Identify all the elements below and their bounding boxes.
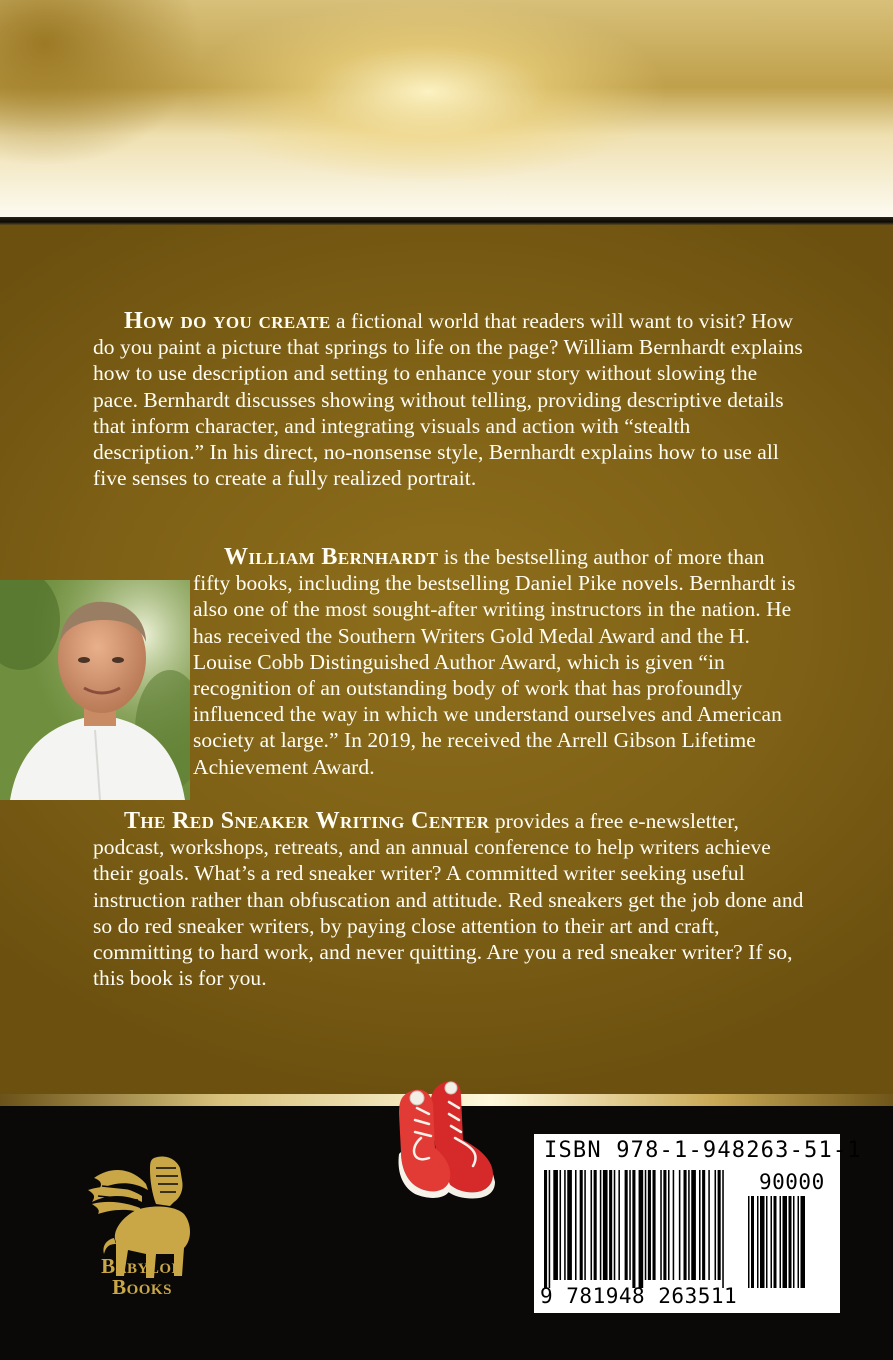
blurb-lead-in: How do you create bbox=[124, 308, 331, 334]
photo-wrap-spacer bbox=[93, 580, 193, 818]
price-code: 90000 bbox=[759, 1170, 825, 1194]
blurb-paragraph bbox=[93, 308, 805, 491]
writing-center-lead-in: The Red Sneaker Writing Center bbox=[124, 808, 490, 834]
author-bio-paragraph bbox=[93, 544, 805, 818]
writing-center-paragraph bbox=[93, 808, 805, 991]
blurb-text: a fictional world that readers will want to visit? How do you paint a picture that springs to life on the page? William Bernhardt explains how to use description and setting to enhance your story without slowing the pace. Bernhardt discusses showing without telling, providing descriptive details that inform character, and integrating visuals and action with “stealth description.” In his direct, no-nonsense style, Bernhardt explains how to use all five senses to create a fully realized portrait. bbox=[93, 309, 803, 491]
writing-center-text: provides a free e-newsletter, podcast, workshops, retreats, and an annual conference to help writers achieve their goals. What’s a red sneaker writer? A committed writer seeking useful instruction rather than obfuscation and attitude. Red sneakers get the job done and so do red sneaker writers, by paying close attention to their art and craft, committing to hard work, and never quitting. Are you a red sneaker writer? If so, this book is for you. bbox=[93, 809, 804, 991]
publisher-name-line2: Books bbox=[112, 1275, 172, 1299]
top-divider bbox=[0, 217, 893, 225]
author-bio-lead-in: William Bernhardt bbox=[224, 544, 439, 570]
publisher-name-line1: Babylon bbox=[101, 1254, 183, 1278]
gold-foil-header bbox=[0, 0, 893, 218]
author-bio-text: is the bestselling author of more than fifty books, including the bestselling Daniel Pike novels. Bernhardt is also one of the most sought-after writing instructors in the nation. He has received the Southern Writers Gold Medal Award and the H. Louise Cobb Distinguished Author Award, which is given “in recognition of an outstanding body of work that has profoundly influenced the way in which we understand ourselves and American society at large.” In 2019, he received the Arrell Gibson Lifetime Achievement Award. bbox=[193, 545, 796, 779]
red-sneakers-icon bbox=[389, 1078, 501, 1200]
isbn-label: ISBN 978-1-948263-51-1 bbox=[544, 1138, 862, 1163]
publisher-name bbox=[74, 1256, 210, 1298]
isbn-barcode bbox=[534, 1134, 862, 1313]
isbn-digits: 9 781948 263511 bbox=[540, 1284, 738, 1308]
